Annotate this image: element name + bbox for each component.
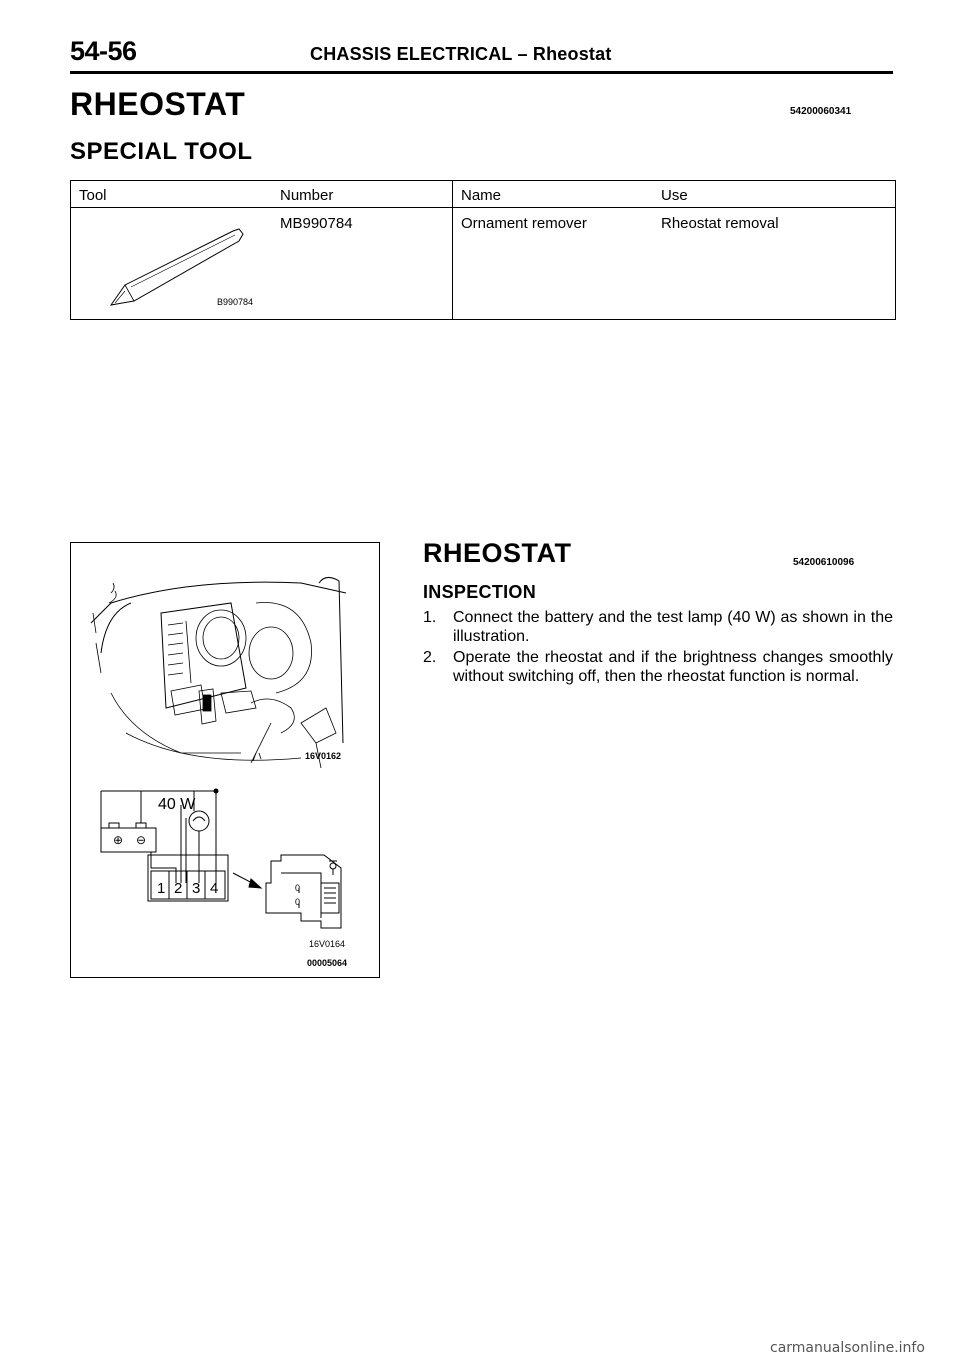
special-tool-table xyxy=(70,180,896,320)
ornament-remover-tool-icon xyxy=(101,221,281,311)
table-divider xyxy=(452,180,453,320)
watermark: carmanualsonline.info xyxy=(770,1340,925,1356)
column-header-use: Use xyxy=(661,187,688,204)
figure-code-top: 16V0162 xyxy=(305,751,342,761)
svg-text:⊖: ⊖ xyxy=(136,833,147,847)
svg-text:⊕: ⊕ xyxy=(113,833,124,847)
header-rule xyxy=(70,71,893,74)
column-header-name: Name xyxy=(461,187,502,204)
step-number: 1. xyxy=(423,609,437,626)
rheostat-illustration xyxy=(71,543,381,979)
terminal-4: 4 xyxy=(210,880,219,897)
special-tool-heading: SPECIAL TOOL xyxy=(70,138,253,165)
column-header-number: Number xyxy=(280,187,334,204)
terminal-3: 3 xyxy=(192,880,201,897)
terminal-2: 2 xyxy=(174,880,183,897)
tool-name: Ornament remover xyxy=(461,215,587,232)
page-number: 54-56 xyxy=(70,36,137,66)
svg-text:0: 0 xyxy=(295,897,301,907)
inspection-step xyxy=(423,648,893,686)
figure-code-bottom: 16V0164 xyxy=(309,939,346,949)
tool-number: MB990784 xyxy=(280,215,353,232)
svg-text:0: 0 xyxy=(295,883,301,893)
inspection-steps xyxy=(423,608,893,688)
terminal-1: 1 xyxy=(157,880,166,897)
rheostat-figure xyxy=(70,542,380,978)
page-header-title: CHASSIS ELECTRICAL – Rheostat xyxy=(310,44,612,64)
lamp-label: 40 W xyxy=(158,796,196,813)
tool-use: Rheostat removal xyxy=(661,215,779,232)
tool-image-code: B990784 xyxy=(217,297,254,307)
step-text: Operate the rheostat and if the brightness changes smoothly without switching off, then the rheostat function is normal. xyxy=(453,649,893,685)
step-number: 2. xyxy=(423,649,437,666)
section-code: 54200060341 xyxy=(790,106,852,117)
figure-number: 00005064 xyxy=(307,958,348,968)
inspection-heading: INSPECTION xyxy=(423,582,537,602)
inspection-section-code: 54200610096 xyxy=(793,557,855,568)
inspection-step xyxy=(423,608,893,646)
section-title: RHEOSTAT xyxy=(70,86,246,122)
column-header-tool: Tool xyxy=(79,187,107,204)
step-text: Connect the battery and the test lamp (40 W) as shown in the illustration. xyxy=(453,609,893,645)
inspection-section-title: RHEOSTAT xyxy=(423,538,572,568)
table-header-rule xyxy=(71,207,895,208)
